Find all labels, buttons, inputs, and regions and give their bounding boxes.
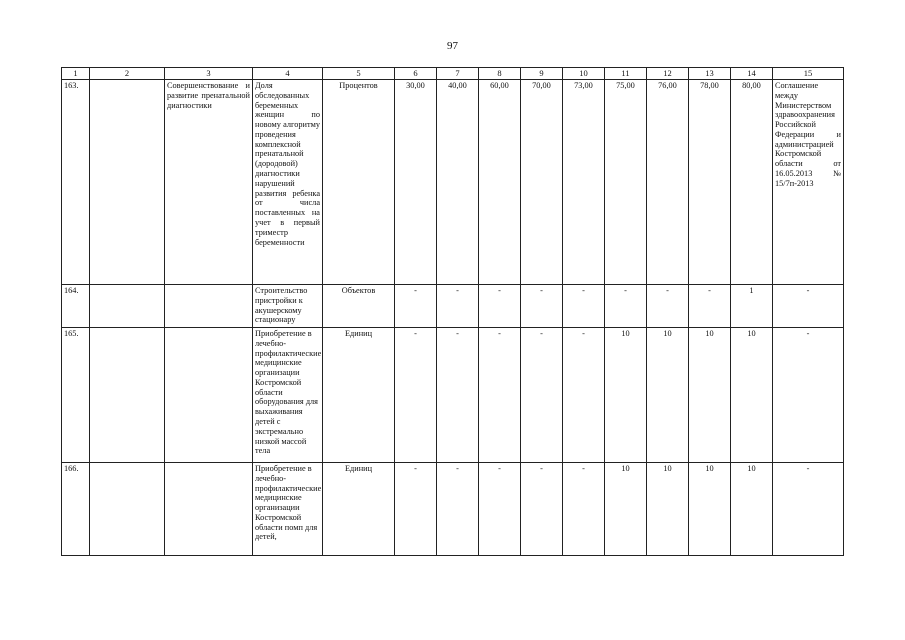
cell-value: - xyxy=(521,285,563,328)
cell-value: 80,00 xyxy=(731,80,773,285)
header-cell: 4 xyxy=(253,68,323,80)
cell-value: 40,00 xyxy=(437,80,479,285)
cell-value: - xyxy=(395,328,437,463)
cell-indicator: Доля обследованных беременных женщин по новому алгоритму проведения комплексной пренатальной (дородовой) диагностики нарушений развития ребенка от числа поставленных на учет в первый триместр беременности xyxy=(253,80,323,285)
cell-value: 70,00 xyxy=(521,80,563,285)
cell-value: 10 xyxy=(605,463,647,556)
cell-value: - xyxy=(521,328,563,463)
cell-source: Соглашение между Министерством здравоохранения Российской Федерации и администрацией Костромской области от 16.05.2013 № 15/7п-2013 xyxy=(773,80,844,285)
cell-event xyxy=(165,285,253,328)
cell-indicator: Приобретение в лечебно-профилактические медицинские организации Костромской области оборудования для выхаживания детей с экстремально низкой массой тела xyxy=(253,328,323,463)
header-cell: 3 xyxy=(165,68,253,80)
header-cell: 10 xyxy=(563,68,605,80)
header-cell: 8 xyxy=(479,68,521,80)
cell-unit: Процентов xyxy=(323,80,395,285)
cell-unit: Единиц xyxy=(323,463,395,556)
cell-source: - xyxy=(773,328,844,463)
cell-indicator: Строительство пристройки к акушерскому стационару xyxy=(253,285,323,328)
cell-value: 10 xyxy=(647,463,689,556)
cell-value: 73,00 xyxy=(563,80,605,285)
header-cell: 9 xyxy=(521,68,563,80)
header-cell: 14 xyxy=(731,68,773,80)
cell-value: 10 xyxy=(689,328,731,463)
cell-unit: Единиц xyxy=(323,328,395,463)
header-cell: 1 xyxy=(62,68,90,80)
cell-value: - xyxy=(563,463,605,556)
cell-value: - xyxy=(437,328,479,463)
row-number: 164. xyxy=(62,285,90,328)
cell-unit: Объектов xyxy=(323,285,395,328)
cell-value: 10 xyxy=(647,328,689,463)
row-number: 165. xyxy=(62,328,90,463)
cell-col2 xyxy=(90,463,165,556)
cell-col2 xyxy=(90,285,165,328)
cell-value: 10 xyxy=(689,463,731,556)
header-cell: 13 xyxy=(689,68,731,80)
header-cell: 6 xyxy=(395,68,437,80)
table-row xyxy=(62,80,844,285)
header-cell: 15 xyxy=(773,68,844,80)
header-cell: 2 xyxy=(90,68,165,80)
header-cell: 7 xyxy=(437,68,479,80)
cell-value: 60,00 xyxy=(479,80,521,285)
page-number: 97 xyxy=(447,40,458,52)
cell-source: - xyxy=(773,463,844,556)
cell-indicator: Приобретение в лечебно-профилактические медицинские организации Костромской области помп для детей, xyxy=(253,463,323,556)
header-row xyxy=(62,68,844,80)
table-row xyxy=(62,463,844,556)
cell-value: - xyxy=(647,285,689,328)
cell-value: - xyxy=(395,463,437,556)
table-row xyxy=(62,285,844,328)
cell-value: - xyxy=(479,463,521,556)
table-row xyxy=(62,328,844,463)
cell-value: 10 xyxy=(731,463,773,556)
data-table xyxy=(61,67,844,556)
cell-value: - xyxy=(437,285,479,328)
cell-value: - xyxy=(689,285,731,328)
cell-event xyxy=(165,328,253,463)
cell-value: - xyxy=(479,328,521,463)
cell-value: 30,00 xyxy=(395,80,437,285)
cell-value: - xyxy=(563,328,605,463)
header-cell: 12 xyxy=(647,68,689,80)
cell-value: 76,00 xyxy=(647,80,689,285)
cell-value: - xyxy=(563,285,605,328)
header-cell: 11 xyxy=(605,68,647,80)
cell-col2 xyxy=(90,80,165,285)
row-number: 166. xyxy=(62,463,90,556)
cell-event: Совершенствование и развитие пренатальной диагностики xyxy=(165,80,253,285)
cell-value: - xyxy=(479,285,521,328)
cell-value: 10 xyxy=(605,328,647,463)
cell-source: - xyxy=(773,285,844,328)
cell-col2 xyxy=(90,328,165,463)
cell-event xyxy=(165,463,253,556)
row-number: 163. xyxy=(62,80,90,285)
cell-value: - xyxy=(437,463,479,556)
cell-value: - xyxy=(395,285,437,328)
header-cell: 5 xyxy=(323,68,395,80)
cell-value: - xyxy=(521,463,563,556)
cell-value: 78,00 xyxy=(689,80,731,285)
cell-value: 75,00 xyxy=(605,80,647,285)
cell-value: 1 xyxy=(731,285,773,328)
cell-value: - xyxy=(605,285,647,328)
cell-value: 10 xyxy=(731,328,773,463)
